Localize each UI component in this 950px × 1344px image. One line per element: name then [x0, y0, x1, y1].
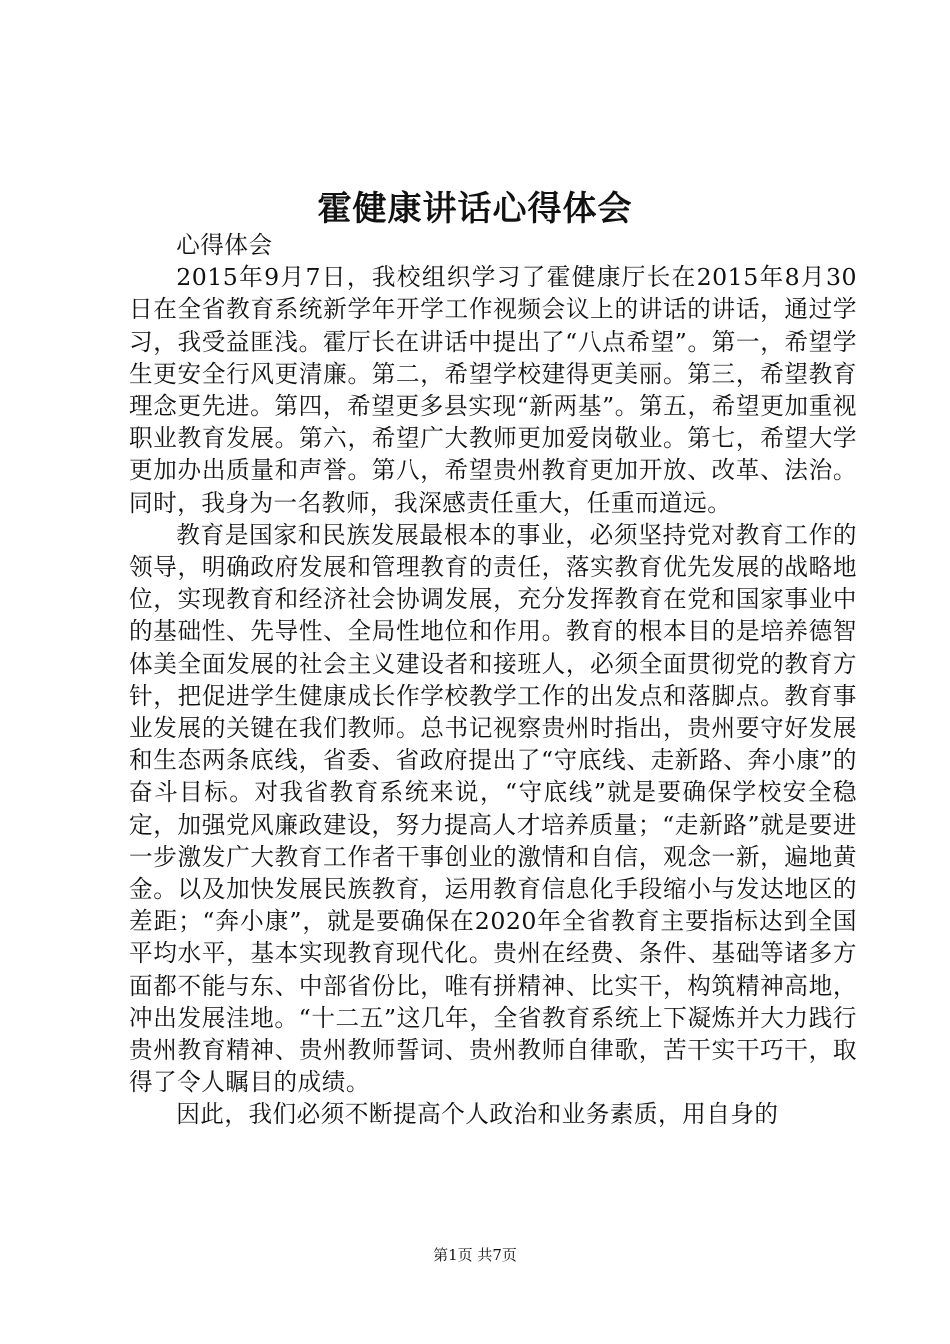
- paragraph-heading: 心得体会: [176, 231, 273, 259]
- document-body: [129, 229, 857, 1131]
- paragraph: 因此，我们必须不断提高个人政治和业务素质，用自身的: [176, 1100, 779, 1129]
- document-title: 霍健康讲话心得体会: [317, 189, 633, 229]
- page-number-footer: 第1页 共7页: [433, 1246, 517, 1264]
- paragraph: 2015年9月7日，我校组织学习了霍健康厅长在2015年8月30日在全省教育系统新学年开学工作视频会议上的讲话的讲话，通过学习，我受益匪浅。霍厅长在讲话中提出了“八点希望”。第一，希望学生更安全行风更清廉。第二，希望学校建得更美丽。第三，希望教育理念更先进。第四，希望更多县实现“新两基”。第五，希望更加重视职业教育发展。第六，希望广大教师更加爱岗敬业。第七，希望大学更加办出质量和声誉。第八，希望贵州教育更加开放、改革、法治。同时，我身为一名教师，我深感责任重大，任重而道远。: [129, 263, 857, 517]
- paragraph: 教育是国家和民族发展最根本的事业，必须坚持党对教育工作的领导，明确政府发展和管理教育的责任，落实教育优先发展的战略地位，实现教育和经济社会协调发展，充分发挥教育在党和国家事业中的基础性、先导性、全局性地位和作用。教育的根本目的是培养德智体美全面发展的社会主义建设者和接班人，必须全面贯彻党的教育方针，把促进学生健康成长作学校教学工作的出发点和落脚点。教育事业发展的关键在我们教师。总书记视察贵州时指出，贵州要守好发展和生态两条底线，省委、省政府提出了“守底线、走新路、奔小康”的奋斗目标。对我省教育系统来说，“守底线”就是要确保学校安全稳定，加强党风廉政建设，努力提高人才培养质量；“走新路”就是要进一步激发广大教育工作者干事创业的激情和自信，观念一新，遍地黄金。以及加快发展民族教育，运用教育信息化手段缩小与发达地区的差距；“奔小康”，就是要确保在2020年全省教育主要指标达到全国平均水平，基本实现教育现代化。贵州在经费、条件、基础等诸多方面都不能与东、中部省份比，唯有拼精神、比实干，构筑精神高地，冲出发展洼地。“十二五”这几年，全省教育系统上下凝炼并大力践行贵州教育精神、贵州教师誓词、贵州教师自律歌，苦干实干巧干，取得了令人瞩目的成绩。: [129, 520, 857, 1097]
